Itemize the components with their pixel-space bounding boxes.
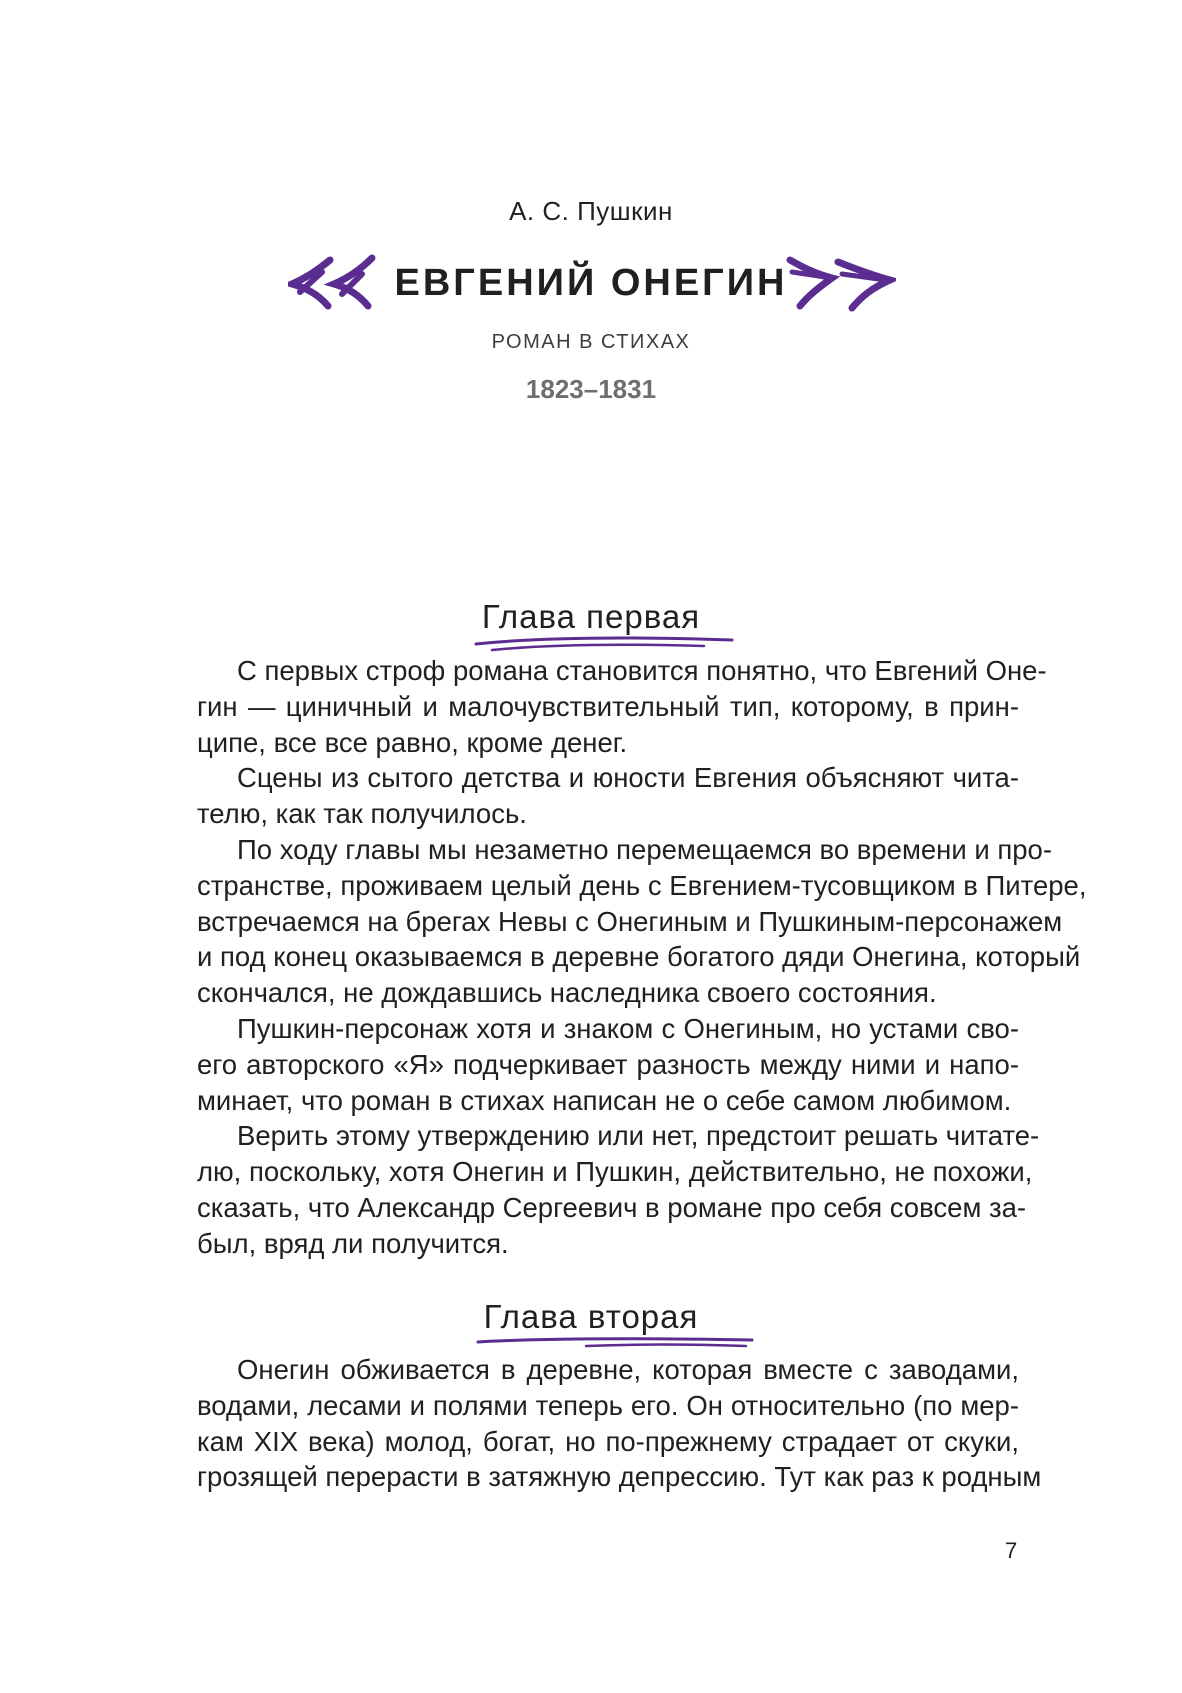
text-line: Пушкин-персонаж хотя и знаком с Онегиным, но устами сво- <box>237 1012 1019 1044</box>
paragraph <box>157 760 1019 832</box>
text-line: телю, как так получилось. <box>197 798 527 830</box>
chapter-1-body <box>157 653 1087 1262</box>
chapter-1-heading-wrap <box>0 598 1182 636</box>
text-line: С первых строф романа становится понятно, что Евгений Оне- <box>237 655 1047 686</box>
text-line: кам XIX века) молод, богат, но по-прежнему страдает от скуки, <box>197 1425 1019 1457</box>
book-title: ЕВГЕНИЙ ОНЕГИН <box>394 262 788 304</box>
paragraph <box>157 653 1047 760</box>
text-line: и под конец оказываемся в деревне богатого дяди Онегина, который <box>197 941 1081 973</box>
chapter-1-heading-text: Глава первая <box>481 598 701 635</box>
underline-stroke-icon <box>476 1332 756 1354</box>
paragraph <box>157 832 1087 1011</box>
title-row <box>0 252 1182 332</box>
text-line: По ходу главы мы незаметно перемещаемся во времени и про- <box>237 833 1052 865</box>
right-guillemet-icon <box>786 252 896 312</box>
chapter-1-heading <box>482 598 700 636</box>
paragraph <box>157 1352 1042 1495</box>
underline-stroke-icon <box>474 632 734 654</box>
text-line: гин — циничный и малочувствительный тип, которому, в прин- <box>197 690 1019 722</box>
text-line: Сцены из сытого детства и юности Евгения объясняют чита- <box>237 762 1019 794</box>
paragraph <box>157 1118 1040 1261</box>
text-line: Верить этому утверждению или нет, предстоит решать читате- <box>237 1120 1040 1152</box>
text-line: встречаемся на брегах Невы с Онегиным и Пушкиным-персонажем <box>197 905 1063 937</box>
paragraph <box>157 1011 1019 1118</box>
text-line: Онегин обживается в деревне, которая вместе с заводами, <box>237 1354 1019 1385</box>
text-line: минает, что роман в стихах написан не о себе самом любимом. <box>197 1084 1012 1116</box>
chapter-2-heading-text: Глава вторая <box>483 1298 699 1335</box>
text-line: грозящей перерасти в затяжную депрессию. Тут как раз к родным <box>197 1461 1042 1493</box>
text-line: его авторского «Я» подчеркивает разность между ними и напо- <box>197 1048 1019 1080</box>
author-name: А. С. Пушкин <box>509 196 673 226</box>
text-line: сказать, что Александр Сергеевич в романе про себя совсем за- <box>197 1191 1027 1223</box>
chapter-2-heading-wrap <box>0 1298 1182 1336</box>
text-line: ципе, все все равно, кроме денег. <box>197 726 628 758</box>
chapter-2-body <box>157 1352 1042 1495</box>
text-line: лю, поскольку, хотя Онегин и Пушкин, действительно, не похожи, <box>197 1156 1033 1188</box>
chapter-2-heading <box>484 1298 699 1336</box>
text-line: скончался, не дождавшись наследника своего состояния. <box>197 977 937 1009</box>
text-line: был, вряд ли получится. <box>197 1227 509 1259</box>
book-subtitle: РОМАН В СТИХАХ <box>491 331 691 353</box>
page-number: 7 <box>1005 1538 1018 1563</box>
text-line: водами, лесами и полями теперь его. Он относительно (по мер- <box>197 1389 1019 1421</box>
text-line: странстве, проживаем целый день с Евгением-тусовщиком в Питере, <box>197 869 1087 901</box>
book-years: 1823–1831 <box>525 374 657 404</box>
